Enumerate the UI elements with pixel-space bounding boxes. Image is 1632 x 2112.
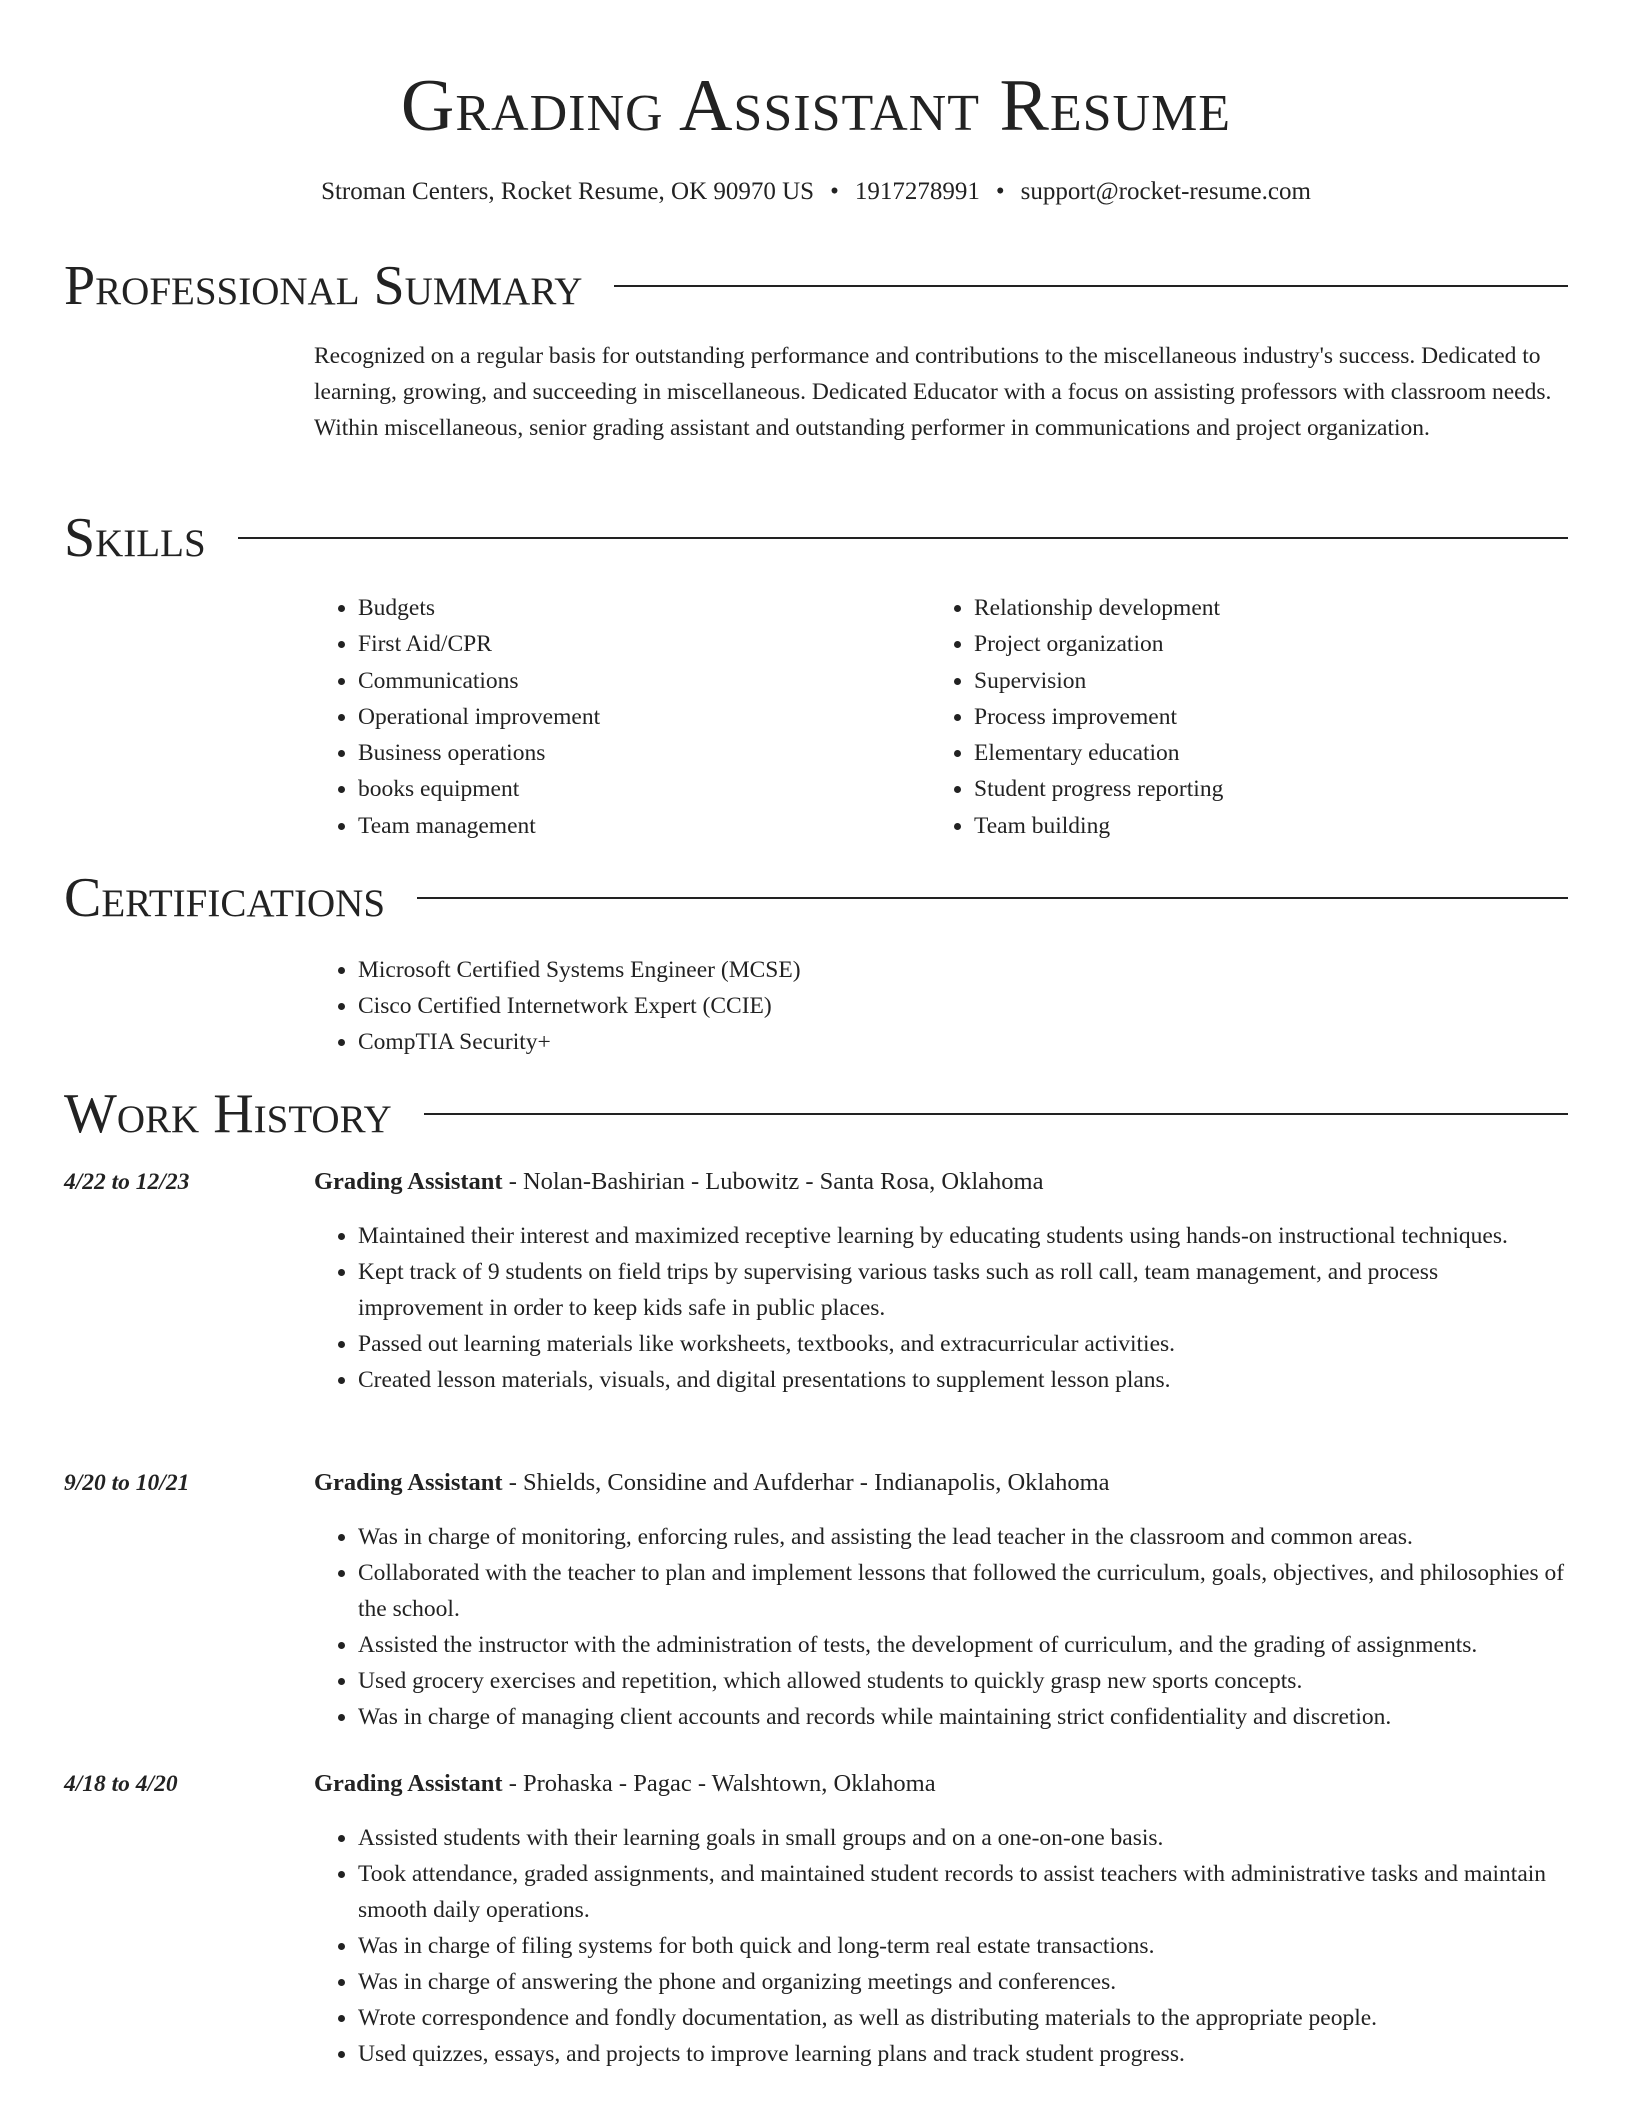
job-duties [314,1820,1568,2072]
job-role: Grading Assistant [314,1770,503,1797]
job-duty-item: • Passed out learning materials like worksheets, textbooks, and extracurricular activities. [358,1326,1568,1362]
job-heading [314,1164,1568,1200]
page-title: Grading Assistant Resume [400,65,1232,147]
job-duty-item: • Assisted the instructor with the administration of tests, the development of curriculum, and the grading of assignments. [358,1627,1568,1663]
skill-item: • Student progress reporting [974,771,1550,807]
work-history-section-header [64,1082,1568,1146]
section-divider [424,1113,1568,1115]
certifications-section-header [64,866,1568,930]
job-duties-list [314,1218,1568,1398]
job-employer-location: - Shields, Considine and Aufderhar - Indianapolis, Oklahoma [502,1469,1110,1496]
section-divider [238,537,1568,539]
skill-item: • First Aid/CPR [358,626,874,662]
job-duty-item: • Took attendance, graded assignments, and maintained student records to assist teachers with administrative tasks and maintain smooth daily operations. [358,1856,1568,1928]
job-heading [314,1465,1568,1501]
skills-column-right [930,590,1550,844]
skill-item: • Process improvement [974,699,1550,735]
skill-item: • Project organization [974,626,1550,662]
contact-email: support@rocket-resume.com [1020,178,1311,205]
job-dates: 4/18 to 4/20 [64,1771,178,1797]
skill-item: • Team management [358,808,874,844]
job-heading [314,1766,1568,1802]
skill-item: • books equipment [358,771,874,807]
certification-item: • Microsoft Certified Systems Engineer (MCSE) [358,952,1514,988]
job-dates: 4/22 to 12/23 [64,1169,190,1195]
certification-item: • Cisco Certified Internetwork Expert (CCIE) [358,988,1514,1024]
job-duty-item: • Was in charge of answering the phone and organizing meetings and conferences. [358,1964,1568,2000]
skill-item: • Elementary education [974,735,1550,771]
job-duty-item: • Created lesson materials, visuals, and digital presentations to supplement lesson plans. [358,1362,1568,1398]
section-divider [417,897,1568,899]
job-role: Grading Assistant [314,1168,503,1195]
job-dates: 9/20 to 10/21 [64,1470,190,1496]
contact-line [0,176,1632,208]
job-duty-item: • Used grocery exercises and repetition, which allowed students to quickly grasp new sports concepts. [358,1663,1568,1699]
contact-separator: • [830,178,839,205]
skill-item: • Communications [358,663,874,699]
job-duty-item: • Was in charge of monitoring, enforcing rules, and assisting the lead teacher in the classroom and common areas. [358,1519,1568,1555]
certification-item: • CompTIA Security+ [358,1024,1514,1060]
job-duties-list [314,1519,1568,1735]
contact-address: Stroman Centers, Rocket Resume, OK 90970 US [321,178,815,205]
skills-list-right [930,590,1550,844]
job-duty-item: • Assisted students with their learning goals in small groups and on a one-on-one basis. [358,1820,1568,1856]
skill-item: • Operational improvement [358,699,874,735]
skills-column-left [314,590,874,844]
skill-item: • Business operations [358,735,874,771]
skills-list-left [314,590,874,844]
job-duty-item: • Maintained their interest and maximized receptive learning by educating students using hands-on instructional techniques. [358,1218,1568,1254]
skill-item: • Supervision [974,663,1550,699]
job-role: Grading Assistant [314,1469,503,1496]
section-divider [614,285,1568,287]
job-duty-item: • Kept track of 9 students on field trips by supervising various tasks such as roll call, team management, and process improvement in order to keep kids safe in public places. [358,1254,1568,1326]
contact-phone: 1917278991 [854,178,980,205]
certifications-heading: Certifications [64,867,386,929]
summary-text: Recognized on a regular basis for outstanding performance and contributions to the miscellaneous industry's success. Dedicated to learning, growing, and succeeding in miscellaneous. Dedicated Educator with a focus on assisting professors with classroom needs. Within miscellaneous, senior grading assistant and outstanding performer in communications and project organization. [314,343,1552,441]
job-duties [314,1519,1568,1735]
summary-section-header [64,254,1568,318]
summary-heading: Professional Summary [64,255,583,317]
job-employer-location: - Prohaska - Pagac - Walshtown, Oklahoma [502,1770,936,1797]
job-duties-list [314,1820,1568,2072]
skills-heading: Skills [64,507,206,569]
certifications-block [314,952,1514,1060]
skill-item: • Relationship development [974,590,1550,626]
job-employer-location: - Nolan-Bashirian - Lubowitz - Santa Rosa, Oklahoma [502,1168,1044,1195]
job-duty-item: • Was in charge of filing systems for both quick and long-term real estate transactions. [358,1928,1568,1964]
job-duty-item: • Collaborated with the teacher to plan and implement lessons that followed the curriculum, goals, objectives, and philosophies of the school. [358,1555,1568,1627]
job-duty-item: • Wrote correspondence and fondly documentation, as well as distributing materials to the appropriate people. [358,2000,1568,2036]
job-duty-item: • Was in charge of managing client accounts and records while maintaining strict confidentiality and discretion. [358,1699,1568,1735]
skill-item: • Team building [974,808,1550,844]
skill-item: • Budgets [358,590,874,626]
certifications-list [314,952,1514,1060]
job-duty-item: • Used quizzes, essays, and projects to improve learning plans and track student progress. [358,2036,1568,2072]
contact-separator: • [995,178,1005,205]
skills-section-header [64,506,1568,570]
work-history-heading: Work History [64,1083,392,1145]
job-duties [314,1218,1568,1398]
